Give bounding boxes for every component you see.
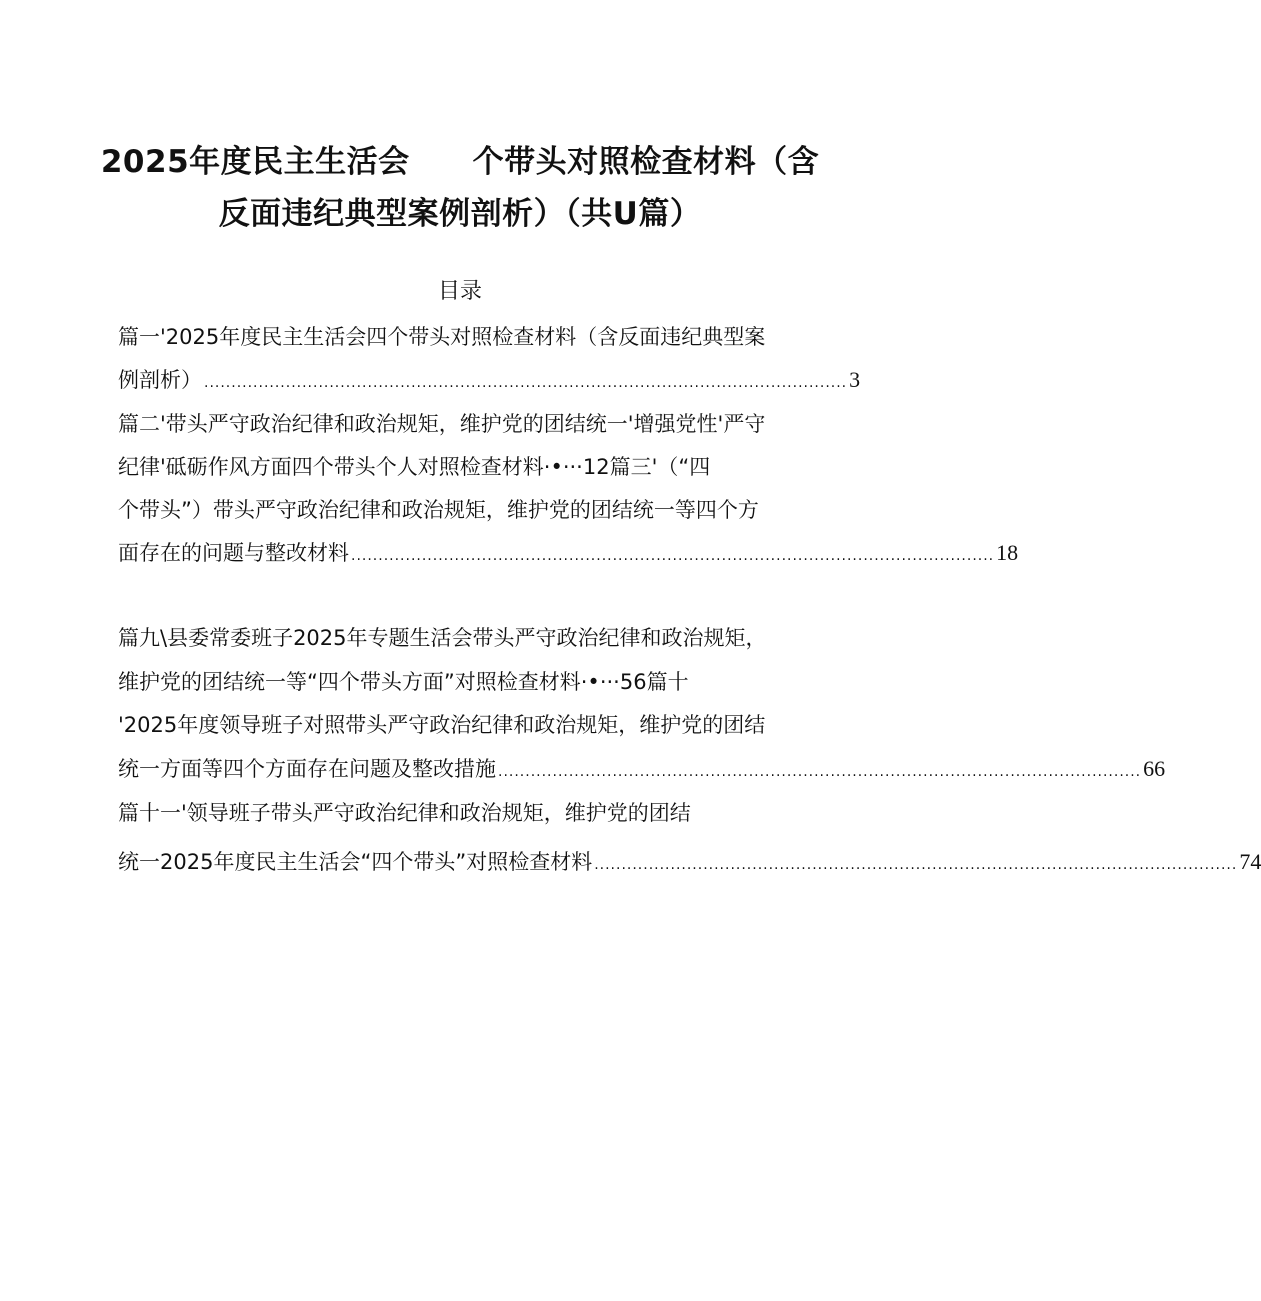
toc-entry-text: 篇一'2025年度民主生活会四个带头对照检查材料（含反面违纪典型案 [118,325,766,349]
toc-entry-text: 篇二'带头严守政治纪律和政治规矩，维护党的团结统一'增强党性'严守 [118,412,766,436]
toc-line[interactable] [118,322,822,352]
toc-page-number: 18 [996,540,1019,565]
toc-page-number: 74 [1239,849,1261,874]
toc-line[interactable] [118,798,691,828]
toc-entry-text: 个带头”）带头严守政治纪律和政治规矩，维护党的团结统一等四个方 [118,498,759,522]
toc-entry-text: 面存在的问题与整改材料 [118,541,349,565]
toc-heading: 目录 [437,279,482,304]
toc-entry-text: 篇十一'领导班子带头严守政治纪律和政治规矩，维护党的团结 [118,801,691,825]
toc-line[interactable] [118,667,822,697]
toc-entry-text: 维护党的团结统一等“四个带头方面”对照检查材料·•···56篇十 [118,670,689,694]
toc-line[interactable] [118,623,822,653]
toc-line[interactable] [118,847,1261,880]
toc-line[interactable] [118,409,822,439]
toc-entry-text: 统一2025年度民主生活会“四个带头”对照检查材料 [118,850,593,874]
toc-entry-text: '2025年度领导班子对照带头严守政治纪律和政治规矩，维护党的团结 [118,713,766,737]
toc-page-number: 3 [849,367,861,392]
toc-line[interactable] [118,538,1019,571]
toc-leader-dots: ...................................................................................................................... [498,764,1142,780]
toc-line[interactable] [118,452,822,482]
toc-line[interactable] [118,365,861,398]
toc-entry-text: 例剖析） [118,368,202,392]
toc-page-number: 66 [1143,756,1166,781]
toc-entry-text: 纪律'砥砺作风方面四个带头个人对照检查材料·•···12篇三'（“四 [118,455,711,479]
toc-entry-text: 统一方面等四个方面存在问题及整改措施 [118,757,496,781]
toc-leader-dots: ...................................................................................................................... [351,548,995,564]
document-title-line-2: 反面违纪典型案例剖析）（共U篇） [218,196,702,232]
toc-leader-dots: ...................................................................................................................... [204,375,848,391]
toc-entry-text: 篇九\县委常委班子2025年专题生活会带头严守政治纪律和政治规矩， [118,626,767,650]
toc-line[interactable] [118,495,822,525]
toc-line[interactable] [118,754,1166,787]
toc-line[interactable] [118,710,822,740]
toc-leader-dots: ...................................................................................................................... [594,857,1238,873]
document-title-line-1: 2025年度民主生活会 个带头对照检查材料（含 [100,144,820,180]
